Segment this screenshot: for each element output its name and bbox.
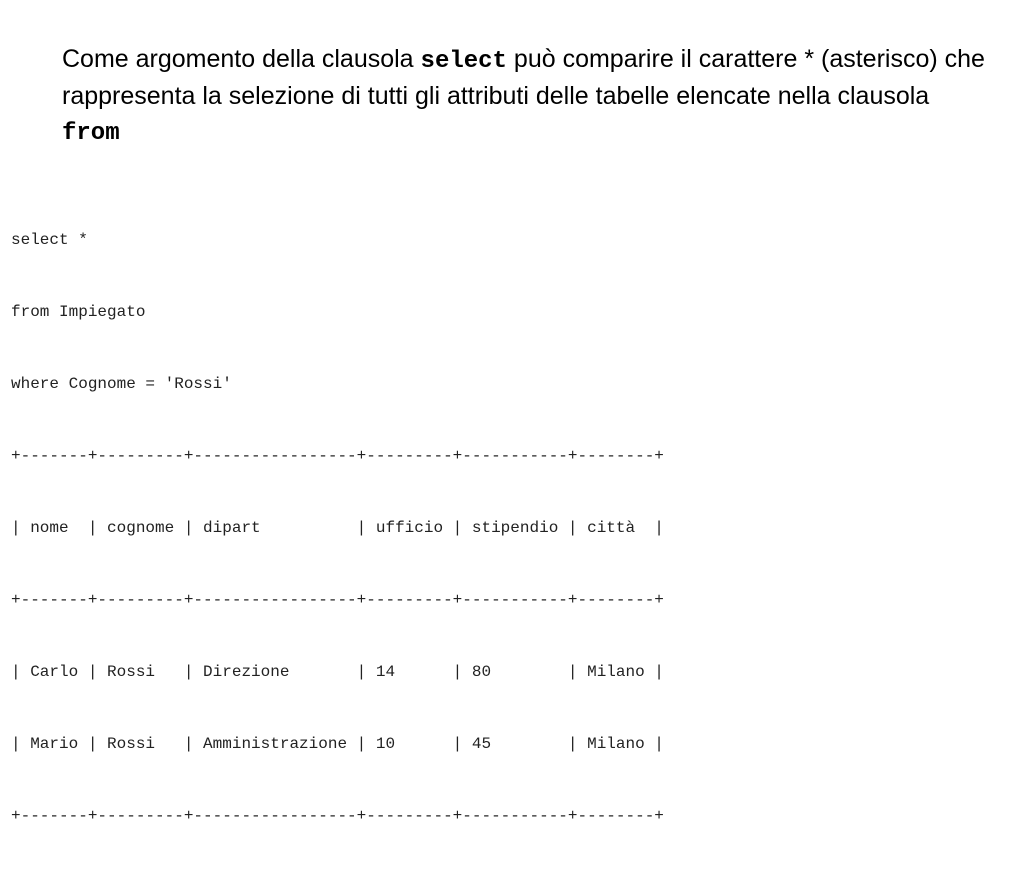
result-row: | Carlo | Rossi | Direzione | 14 | 80 | Milano |: [11, 663, 664, 681]
keyword-select: select: [420, 48, 507, 75]
result-border-top: +-------+---------+-----------------+---------+-----------+--------+: [11, 447, 664, 465]
result-header-row: | nome | cognome | dipart | ufficio | stipendio | città |: [11, 519, 664, 537]
intro-text-1: Come argomento della clausola: [62, 45, 421, 73]
query-line-from: from Impiegato: [11, 303, 146, 321]
query-line-select: select *: [11, 231, 88, 249]
query-line-where: where Cognome = 'Rossi': [11, 375, 232, 393]
keyword-from: from: [62, 120, 120, 147]
intro-text-2: può comparire il carattere * (asterisco) che rappresenta la selezione di tutti gli attributi delle tabelle elencate nella clausola: [62, 45, 985, 110]
intro-paragraph: [62, 42, 992, 151]
result-row: | Mario | Rossi | Amministrazione | 10 | 45 | Milano |: [11, 735, 664, 753]
sql-example: [11, 180, 664, 876]
result-border-header: +-------+---------+-----------------+---------+-----------+--------+: [11, 591, 664, 609]
result-border-bottom: +-------+---------+-----------------+---------+-----------+--------+: [11, 807, 664, 825]
